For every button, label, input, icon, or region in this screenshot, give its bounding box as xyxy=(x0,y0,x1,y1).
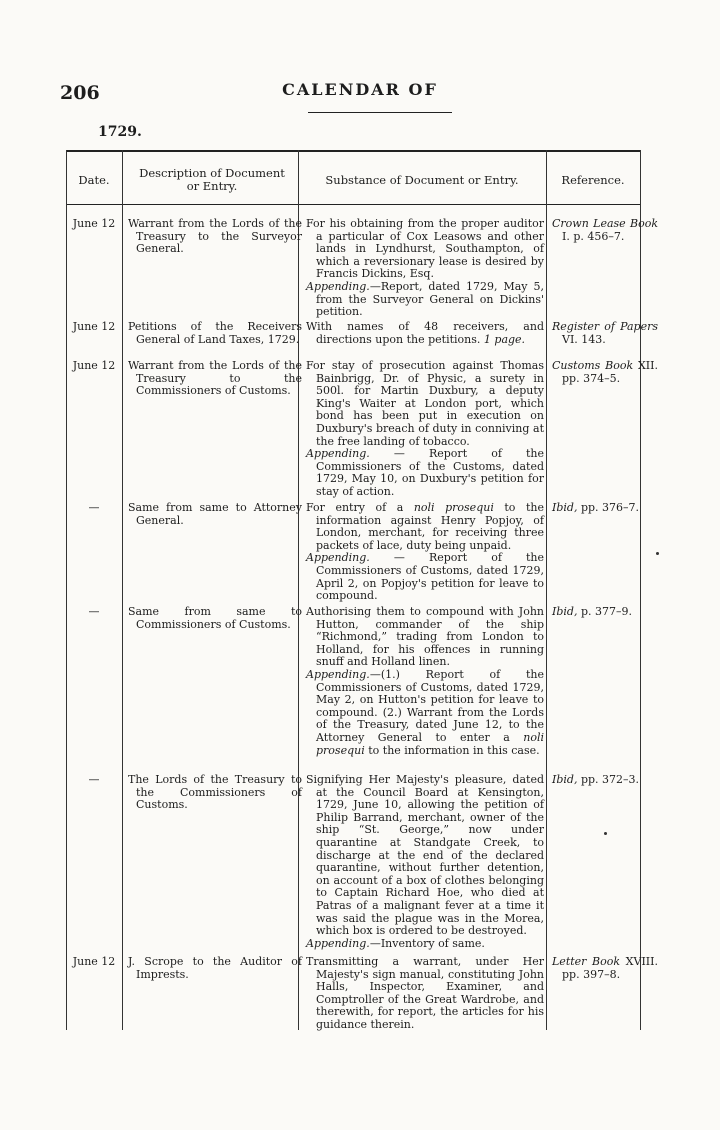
entry-reference xyxy=(552,321,658,346)
appending-text: —Inventory of same. xyxy=(369,936,485,950)
entry-substance xyxy=(306,606,544,757)
reference-pages: pp. 376–7. xyxy=(577,501,640,514)
entry-substance xyxy=(306,956,544,1032)
substance-text: Authorising them to compound with John Hutton, commander of the ship “Richmond,” trading from London to Holland, for his offences in running snuff and Holland linen. xyxy=(306,605,544,669)
reference-title: Ibid, xyxy=(552,501,578,514)
column-header-reference: Reference. xyxy=(561,172,625,187)
column-divider xyxy=(298,150,299,1030)
substance-text: to the information against Henry Popjoy, of London, merchant, for receiving three packets of lace, duty being unpaid. xyxy=(316,501,544,552)
reference-title: Ibid, xyxy=(552,605,578,618)
table-header-rule xyxy=(66,204,640,205)
entry-description: The Lords of the Treasury to the Commissioners of Customs. xyxy=(128,773,302,812)
appending-text: —(1.) Report of the Commissioners of Customs, dated 1729, May 2, on Hutton's petition for leave to compound. (2.) Warrant from the Lords of the Treasury, dated June 12, to the Attorney General to enter a xyxy=(316,667,544,744)
substance-latin: noli prosequi xyxy=(413,501,494,514)
reference-pages: p. 377–9. xyxy=(577,605,632,618)
substance-text: With names of 48 receivers, and directions upon the petitions. xyxy=(306,320,544,346)
appending-label: Appending. xyxy=(306,447,370,461)
entry-date: — xyxy=(88,501,100,514)
entry-reference xyxy=(552,956,658,981)
reference-pages: XII. pp. 374–5. xyxy=(562,359,658,385)
substance-text: For stay of prosecution against Thomas Bainbrigg, Dr. of Physic, a surety in 500l. for Martin Duxbury, a deputy King's Waiter at London port, which bond has been put in execution on Duxbury's breach of duty in conniving at the free landing of tobacco. xyxy=(306,359,544,448)
column-divider xyxy=(122,150,123,1030)
reference-title: Ibid, xyxy=(552,773,578,786)
appending-label: Appending. xyxy=(306,551,370,565)
title-rule xyxy=(308,112,452,113)
entry-substance xyxy=(306,321,544,346)
entry-reference xyxy=(552,774,658,787)
entry-substance xyxy=(306,218,544,319)
entry-substance xyxy=(306,774,544,950)
entry-date: June 12 xyxy=(72,359,116,372)
reference-pages: pp. 372–3. xyxy=(577,773,640,786)
entry-description: Warrant from the Lords of the Treasury to the Commissioners of Customs. xyxy=(128,359,302,398)
page-count-note: 1 page. xyxy=(483,332,526,346)
entry-description: J. Scrope to the Auditor of Imprests. xyxy=(128,955,302,981)
reference-pages: XVIII. pp. 397–8. xyxy=(562,955,658,981)
table-border-left xyxy=(66,150,67,1030)
scan-speck xyxy=(604,832,607,835)
entry-reference xyxy=(552,218,658,243)
table-border-right xyxy=(640,150,641,1030)
appending-label: Appending. xyxy=(306,667,370,681)
appending-latin: noli prosequi xyxy=(316,730,544,757)
reference-pages: VI. 143. xyxy=(562,332,606,346)
reference-title: Customs Book xyxy=(552,359,634,372)
entry-reference xyxy=(552,606,658,619)
appending-text: —Report, dated 1729, May 5, from the Surveyor General on Dickins' petition. xyxy=(316,279,544,319)
appending-label: Appending. xyxy=(306,936,370,950)
page-number: 206 xyxy=(60,82,100,104)
scan-speck xyxy=(656,552,659,555)
reference-title: Register of Papers xyxy=(552,320,658,333)
entry-date: — xyxy=(88,605,100,618)
column-header-date: Date. xyxy=(78,172,110,187)
appending-label: Appending. xyxy=(306,279,370,293)
substance-text: For entry of a xyxy=(306,501,414,514)
running-title: CALENDAR OF xyxy=(282,80,438,99)
column-header-substance: Substance of Document or Entry. xyxy=(325,172,519,187)
appending-text: to the information in this case. xyxy=(364,743,540,757)
entry-substance xyxy=(306,360,544,499)
substance-text: Transmitting a warrant, under Her Majesty's sign manual, constituting John Halls, Inspector, Examiner, and Comptroller of the Great Wardrobe, and therewith, for report, the articles for his guidance therein. xyxy=(306,955,544,1031)
entry-reference xyxy=(552,502,658,515)
column-divider xyxy=(546,150,547,1030)
appending-text: — Report of the Commissioners of Customs, dated 1729, April 2, on Popjoy's petition for leave to compound. xyxy=(316,551,544,603)
entry-date: June 12 xyxy=(72,217,116,230)
appending-text: — Report of the Commissioners of the Customs, dated 1729, May 10, on Duxbury's petition for stay of action. xyxy=(316,447,544,498)
entry-description: Warrant from the Lords of the Treasury to the Surveyor General. xyxy=(128,217,302,256)
entry-reference xyxy=(552,360,658,385)
year-heading: 1729. xyxy=(98,124,142,140)
entry-description: Petitions of the Receivers General of Land Taxes, 1729. xyxy=(128,320,302,346)
entry-date: June 12 xyxy=(72,320,116,333)
column-header-description: Description of Document or Entry. xyxy=(139,166,285,193)
substance-text: Signifying Her Majesty's pleasure, dated at the Council Board at Kensington, 1729, June 10, allowing the petition of Philip Barrand, merchant, owner of the ship “St. George,” now under quarantine at Standgate Creek, to discharge at the end of the declared quarantine, without further detention, on account of a box of clothes belonging to Captain Richard Hoe, who died at Patras of a malignant fever at a time it was said the plague was in the Morea, which box is ordered to be destroyed. xyxy=(306,773,544,938)
table-top-rule xyxy=(66,150,640,152)
substance-text: For his obtaining from the proper auditor a particular of Cox Leasows and other lands in Lyndhurst, Southampton, of which a reversionary lease is desired by Francis Dickins, Esq. xyxy=(306,217,544,281)
entry-description: Same from same to Commissioners of Customs. xyxy=(128,605,302,631)
reference-title: Crown Lease Book xyxy=(552,217,658,230)
reference-pages: I. p. 456–7. xyxy=(562,229,625,243)
entry-description: Same from same to Attorney General. xyxy=(128,501,302,527)
reference-title: Letter Book xyxy=(552,955,621,968)
entry-date: June 12 xyxy=(72,955,116,968)
entry-date: — xyxy=(88,773,100,786)
entry-substance xyxy=(306,502,544,603)
